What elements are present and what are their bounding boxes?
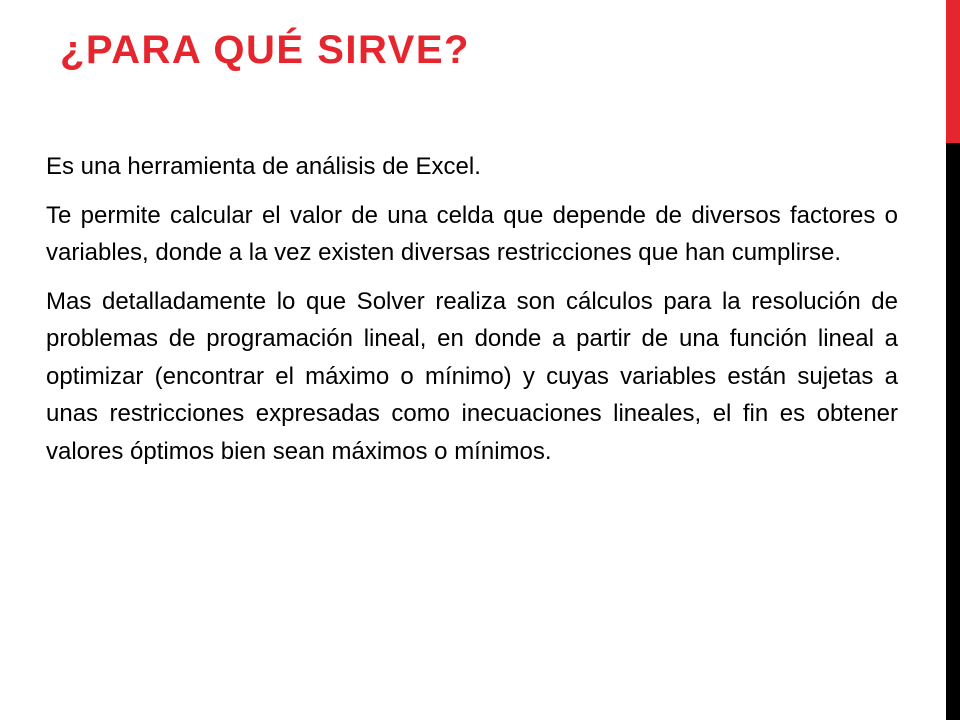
paragraph-detail: Mas detalladamente lo que Solver realiza son cálculos para la resolución de problemas de programación lineal, en donde a partir de una función lineal a optimizar (encontrar el máximo o mínimo) y cuyas variables están sujetas a unas restricciones expresadas como inecuaciones lineales, el fin es obtener valores óptimos bien sean máximos o mínimos. <box>46 287 898 465</box>
side-bar <box>946 0 960 720</box>
slide-body <box>46 148 898 481</box>
slide-title: ¿PARA QUÉ SIRVE? <box>60 28 470 72</box>
side-bar-accent <box>946 0 960 143</box>
paragraph-purpose: Te permite calcular el valor de una celda que depende de diversos factores o variables, donde a la vez existen diversas restricciones que han cumplirse. <box>46 201 898 266</box>
paragraph-definition: Es una herramienta de análisis de Excel. <box>46 153 481 180</box>
